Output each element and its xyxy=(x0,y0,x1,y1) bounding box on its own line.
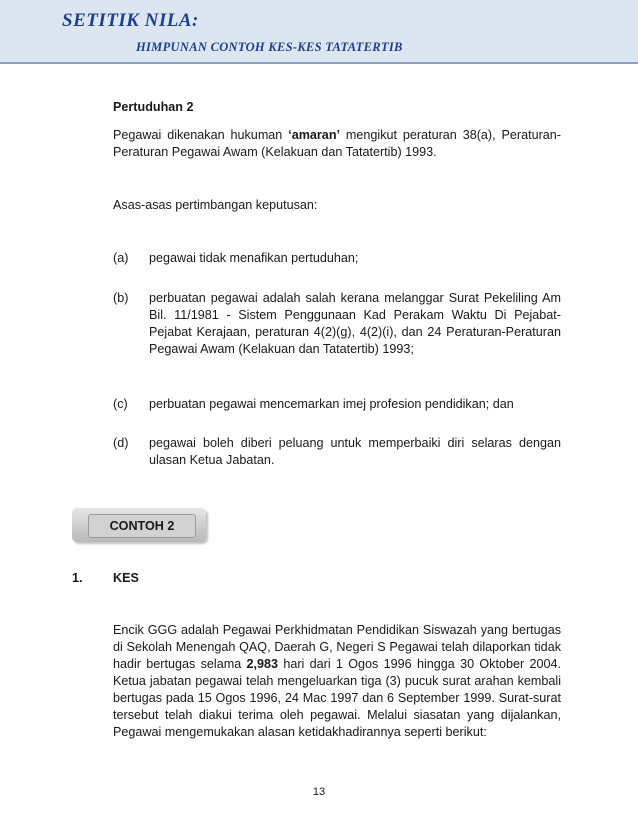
list-item-text: pegawai boleh diberi peluang untuk memperbaiki diri selaras dengan ulasan Ketua Jabatan. xyxy=(149,436,561,467)
case-days: 2,983 xyxy=(246,657,279,671)
list-item-label: (d) xyxy=(113,436,129,450)
header-subtitle: HIMPUNAN CONTOH KES-KES TATATERTIB xyxy=(136,40,403,54)
case-text-pre: Encik GGG adalah Pegawai Perkhidmatan Pendidikan Siswazah yang bertugas di Sekolah Menengah QAQ, Daerah G, Negeri S Pegawai telah dilaporkan tidak hadir bertugas selama xyxy=(113,623,561,671)
charge-penalty: ‘amaran’ xyxy=(288,128,341,142)
list-item-text: perbuatan pegawai mencemarkan imej profesion pendidikan; dan xyxy=(149,397,514,411)
example-tab xyxy=(72,508,206,542)
charge-text-post: mengikut peraturan 38(a), Peraturan-Peraturan Pegawai Awam (Kelakuan dan Tatatertib) 1993. xyxy=(113,128,561,159)
charge-paragraph xyxy=(113,127,561,161)
list-item-label: (c) xyxy=(113,397,128,411)
section-number: 1. xyxy=(72,571,83,585)
list-item-label: (a) xyxy=(113,251,129,265)
list-item-text: pegawai tidak menafikan pertuduhan; xyxy=(149,251,359,265)
list-item-text: perbuatan pegawai adalah salah kerana melanggar Surat Pekeliling Am Bil. 11/1981 - Sistem Penggunaan Kad Perakam Waktu Di Pejabat-Pejabat Kerajaan, peraturan 4(2)(g), 4(2)(i), dan 24 Peraturan-Peraturan Pegawai Awam (Kelakuan dan Tatatertib) 1993; xyxy=(149,291,561,356)
page-header xyxy=(0,0,638,64)
basis-intro: Asas-asas pertimbangan keputusan: xyxy=(113,198,318,212)
charge-heading: Pertuduhan 2 xyxy=(113,100,194,114)
list-item-label: (b) xyxy=(113,291,129,305)
header-title: SETITIK NILA: xyxy=(62,10,199,31)
charge-text-pre: Pegawai dikenakan hukuman xyxy=(113,128,289,142)
case-paragraph xyxy=(113,622,561,741)
section-title: KES xyxy=(113,571,139,585)
case-text-post: hari dari 1 Ogos 1996 hingga 30 Oktober 2004. Ketua jabatan pegawai telah mengeluarkan tiga (3) pucuk surat arahan kembali bertugas pada 15 Ogos 1996, 24 Mac 1997 dan 6 September 1999. Surat-surat tersebut telah diakui terima oleh pegawai. Melalui siasatan yang dijalankan, Pegawai mengemukakan alasan ketidakhadirannya seperti berikut: xyxy=(113,657,561,739)
example-tab-label: CONTOH 2 xyxy=(88,514,196,538)
page-number: 13 xyxy=(312,786,326,798)
